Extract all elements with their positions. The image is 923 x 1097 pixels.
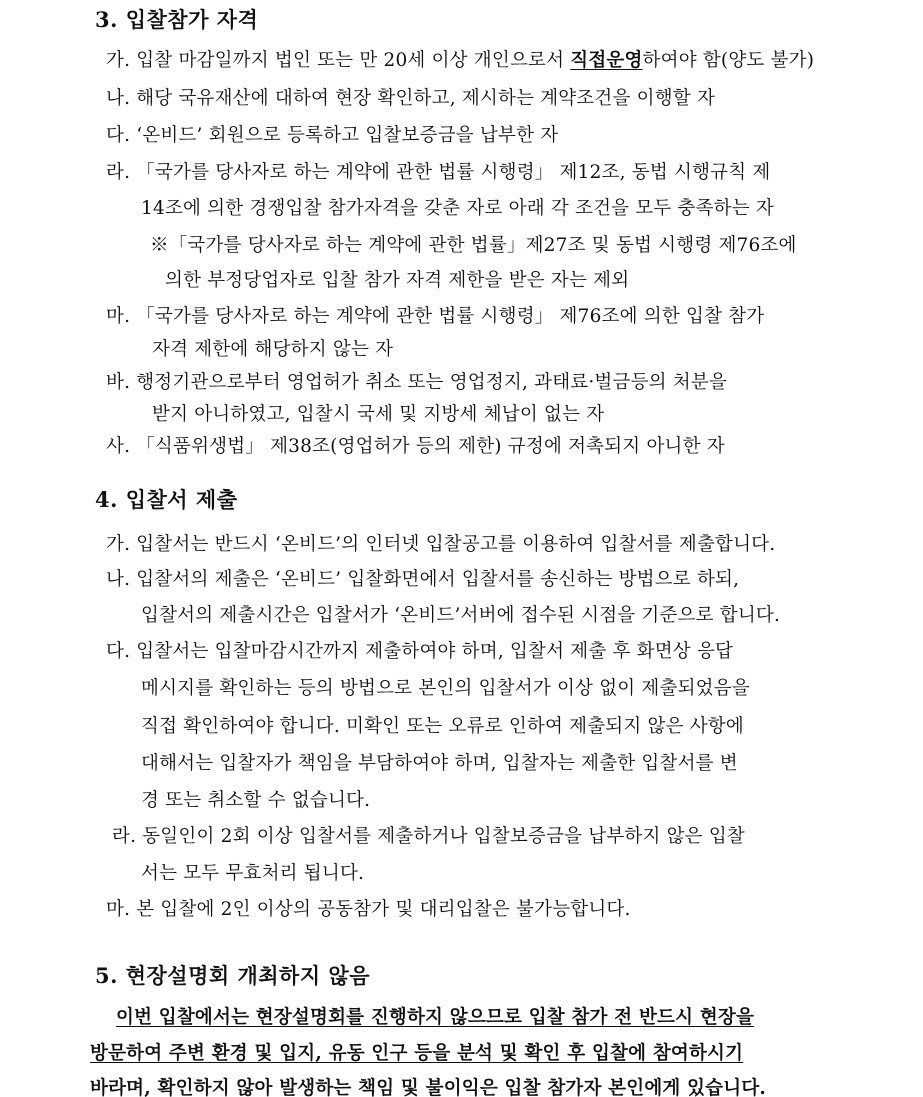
section-5-heading: 5. 현장설명회 개최하지 않음	[95, 963, 371, 988]
section-4-heading: 4. 입찰서 제출	[95, 487, 238, 512]
s3-item-ra-line-2: 14조에 의한 경쟁입찰 참가자격을 갖춘 자로 아래 각 조건을 모두 충족하는 자	[141, 198, 774, 219]
s3-item-da: 다. ‘온비드’ 회원으로 등록하고 입찰보증금을 납부한 자	[106, 125, 559, 146]
s3-item-sa: 사. 「식품위생법」 제38조(영업허가 등의 제한) 규정에 저촉되지 아니한 자	[106, 436, 725, 457]
s3-item-ba-line-1: 바. 행정기관으로부터 영업허가 취소 또는 영업정지, 과태료·벌금등의 처분을	[106, 372, 728, 393]
s3-item-ba-line-2: 받지 아니하였고, 입찰시 국세 및 지방세 체납이 없는 자	[152, 404, 605, 425]
s4-item-na-line-1: 나. 입찰서의 제출은 ‘온비드’ 입찰화면에서 입찰서를 송신하는 방법으로 하되,	[106, 569, 740, 590]
s3-item-ga: 가. 입찰 마감일까지 법인 또는 만 20세 이상 개인으로서 직접운영하여야 함(양도 불가)	[106, 50, 815, 71]
s3-item-ra-line-1: 라. 「국가를 당사자로 하는 계약에 관한 법률 시행령」 제12조, 동법 시행규칙 제	[106, 162, 771, 183]
s3-item-ma-line-2: 자격 제한에 해당하지 않는 자	[152, 339, 394, 360]
s5-line-1: 이번 입찰에서는 현장설명회를 진행하지 않으므로 입찰 참가 전 반드시 현장을	[116, 1007, 755, 1028]
s3-item-na: 나. 해당 국유재산에 대하여 현장 확인하고, 제시하는 계약조건을 이행할 자	[106, 88, 716, 109]
s3-note-line-1: ※「국가를 당사자로 하는 계약에 관한 법률」제27조 및 동법 시행령 제76조에	[150, 235, 797, 256]
section-3-heading: 3. 입찰참가 자격	[95, 7, 259, 32]
s3-note-line-2: 의한 부정당업자로 입찰 참가 자격 제한을 받은 자는 제외	[165, 270, 630, 291]
page-bottom-clip	[0, 1070, 923, 1097]
s4-item-da-line-3: 직접 확인하여야 합니다. 미확인 또는 오류로 인하여 제출되지 않은 사항에	[141, 716, 744, 737]
s4-item-da-line-2: 메시지를 확인하는 등의 방법으로 본인의 입찰서가 이상 없이 제출되었음을	[141, 678, 750, 699]
s4-item-da-line-4: 대해서는 입찰자가 책임을 부담하여야 하며, 입찰자는 제출한 입찰서를 변	[141, 753, 738, 774]
s4-item-da-line-5: 경 또는 취소할 수 없습니다.	[141, 790, 371, 811]
s5-line-3: 바라며, 확인하지 않아 발생하는 책임 및 불이익은 입찰 참가자 본인에게 있습니다.	[90, 1078, 767, 1097]
s4-item-na-line-2: 입찰서의 제출시간은 입찰서가 ‘온비드’서버에 접수된 시점을 기준으로 합니다.	[141, 605, 781, 626]
s4-item-ra-line-2: 서는 모두 무효처리 됩니다.	[141, 863, 365, 884]
s3-item-ma-line-1: 마. 「국가를 당사자로 하는 계약에 관한 법률 시행령」 제76조에 의한 입찰 참가	[106, 306, 765, 327]
s4-item-ga: 가. 입찰서는 반드시 ‘온비드’의 인터넷 입찰공고를 이용하여 입찰서를 제출합니다.	[106, 534, 776, 555]
s4-item-ra-line-1: 라. 동일인이 2회 이상 입찰서를 제출하거나 입찰보증금을 납부하지 않은 입찰	[112, 826, 745, 847]
s4-item-ma: 마. 본 입찰에 2인 이상의 공동참가 및 대리입찰은 불가능합니다.	[106, 899, 631, 920]
s3-item-ga-emphasis: 직접운영	[570, 50, 643, 71]
s4-item-da-line-1: 다. 입찰서는 입찰마감시간까지 제출하여야 하며, 입찰서 제출 후 화면상 응답	[106, 641, 734, 662]
s5-line-2: 방문하여 주변 환경 및 입지, 유동 인구 등을 분석 및 확인 후 입찰에 참여하시기	[90, 1043, 744, 1064]
